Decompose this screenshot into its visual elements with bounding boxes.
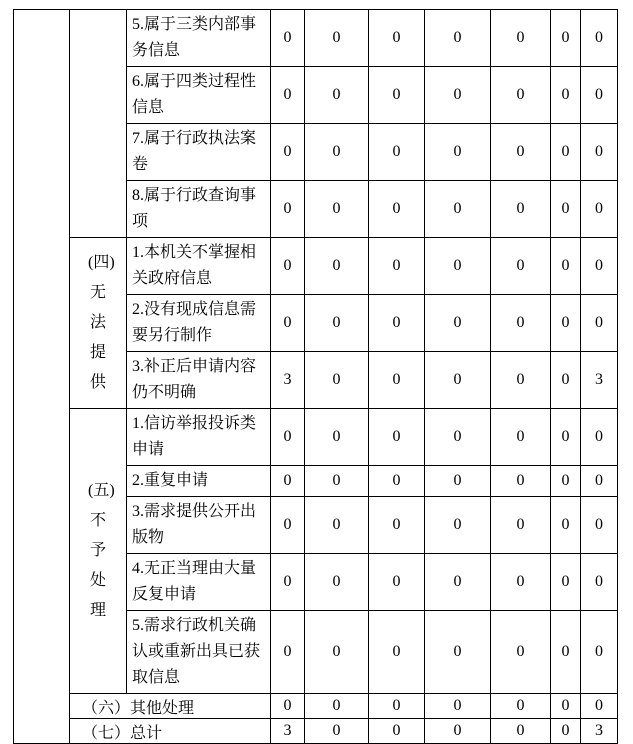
value-cell: 0 [369,295,425,352]
value-cell: 0 [305,181,369,238]
value-cell: 0 [551,554,581,611]
value-cell: 3 [581,352,618,409]
value-cell: 0 [551,611,581,694]
value-cell: 0 [581,181,618,238]
row-label: 3.补正后申请内容仍不明确 [127,352,271,409]
value-cell: 0 [551,719,581,744]
value-cell: 0 [491,719,551,744]
row-label: 1.本机关不掌握相关政府信息 [127,238,271,295]
row-label: 1.信访举报投诉类申请 [127,409,271,466]
value-cell: 0 [305,694,369,719]
row-label: 7.属于行政执法案卷 [127,124,271,181]
value-cell: 0 [581,295,618,352]
value-cell: 0 [551,466,581,497]
value-cell: 0 [551,124,581,181]
value-cell: 0 [271,554,305,611]
value-cell: 0 [581,67,618,124]
value-cell: 0 [581,124,618,181]
value-cell: 0 [369,554,425,611]
value-cell: 0 [271,694,305,719]
value-cell: 0 [581,238,618,295]
value-cell: 3 [581,719,618,744]
value-cell: 0 [581,554,618,611]
value-cell: 0 [551,238,581,295]
table-row [14,10,618,67]
value-cell: 0 [581,10,618,67]
table-row [14,719,618,744]
row-label: 6.属于四类过程性信息 [127,67,271,124]
value-cell: 0 [551,10,581,67]
value-cell: 0 [491,67,551,124]
value-cell: 0 [581,466,618,497]
value-cell: 0 [305,497,369,554]
value-cell: 0 [491,694,551,719]
value-cell: 0 [581,694,618,719]
value-cell: 0 [551,352,581,409]
value-cell: 0 [581,497,618,554]
value-cell: 0 [581,611,618,694]
row-label: 8.属于行政查询事项 [127,181,271,238]
value-cell: 0 [551,409,581,466]
value-cell: 0 [271,497,305,554]
value-cell: 0 [369,497,425,554]
value-cell: 0 [425,181,491,238]
value-cell: 0 [369,67,425,124]
value-cell: 0 [271,295,305,352]
value-cell: 0 [271,466,305,497]
value-cell: 0 [491,611,551,694]
value-cell: 0 [425,295,491,352]
row-label: 4.无正当理由大量反复申请 [127,554,271,611]
group-label-not-processed: (五)不予处理 [70,409,127,694]
value-cell: 0 [369,10,425,67]
row-label: 5.属于三类内部事务信息 [127,10,271,67]
value-cell: 0 [425,611,491,694]
value-cell: 0 [425,409,491,466]
value-cell: 0 [305,67,369,124]
value-cell: 0 [305,295,369,352]
value-cell: 0 [305,554,369,611]
value-cell: 0 [491,409,551,466]
value-cell: 0 [305,719,369,744]
value-cell: 0 [425,694,491,719]
value-cell: 0 [425,10,491,67]
value-cell: 0 [369,409,425,466]
value-cell: 0 [491,352,551,409]
value-cell: 0 [271,67,305,124]
value-cell: 0 [271,238,305,295]
value-cell: 0 [305,352,369,409]
outer-left-cell [14,10,70,744]
row-label: 5.需求行政机关确认或重新出具已获取信息 [127,611,271,694]
value-cell: 0 [491,554,551,611]
value-cell: 0 [491,181,551,238]
value-cell: 0 [305,409,369,466]
row-label: 3.需求提供公开出版物 [127,497,271,554]
value-cell: 0 [425,238,491,295]
value-cell: 0 [425,124,491,181]
value-cell: 0 [551,497,581,554]
value-cell: 0 [425,352,491,409]
value-cell: 0 [369,694,425,719]
value-cell: 0 [369,719,425,744]
row-label: 2.重复申请 [127,466,271,497]
value-cell: 0 [369,181,425,238]
value-cell: 0 [491,10,551,67]
row-label: （七）总计 [70,719,271,744]
value-cell: 0 [369,238,425,295]
value-cell: 0 [581,409,618,466]
value-cell: 0 [425,497,491,554]
value-cell: 0 [271,124,305,181]
value-cell: 0 [271,181,305,238]
value-cell: 0 [271,409,305,466]
value-cell: 0 [491,238,551,295]
value-cell: 0 [551,295,581,352]
value-cell: 0 [551,694,581,719]
value-cell: 3 [271,352,305,409]
value-cell: 0 [425,67,491,124]
value-cell: 0 [425,719,491,744]
value-cell: 0 [369,466,425,497]
value-cell: 0 [271,611,305,694]
table-row [14,238,618,295]
value-cell: 0 [305,238,369,295]
value-cell: 0 [271,10,305,67]
group-label-unable-to-provide: (四)无法提供 [70,238,127,409]
value-cell: 0 [491,466,551,497]
value-cell: 0 [305,466,369,497]
value-cell: 0 [491,124,551,181]
value-cell: 0 [551,181,581,238]
value-cell: 0 [369,124,425,181]
value-cell: 0 [491,497,551,554]
value-cell: 0 [305,611,369,694]
value-cell: 0 [425,554,491,611]
value-cell: 0 [369,352,425,409]
value-cell: 0 [551,67,581,124]
value-cell: 0 [369,611,425,694]
table-row [14,409,618,466]
statistics-table [13,9,618,744]
row-label: 2.没有现成信息需要另行制作 [127,295,271,352]
value-cell: 0 [491,295,551,352]
value-cell: 0 [305,10,369,67]
value-cell: 0 [425,466,491,497]
value-cell: 3 [271,719,305,744]
row-label: （六）其他处理 [70,694,271,719]
value-cell: 0 [305,124,369,181]
table-row [14,694,618,719]
group-cell-continued [70,10,127,238]
